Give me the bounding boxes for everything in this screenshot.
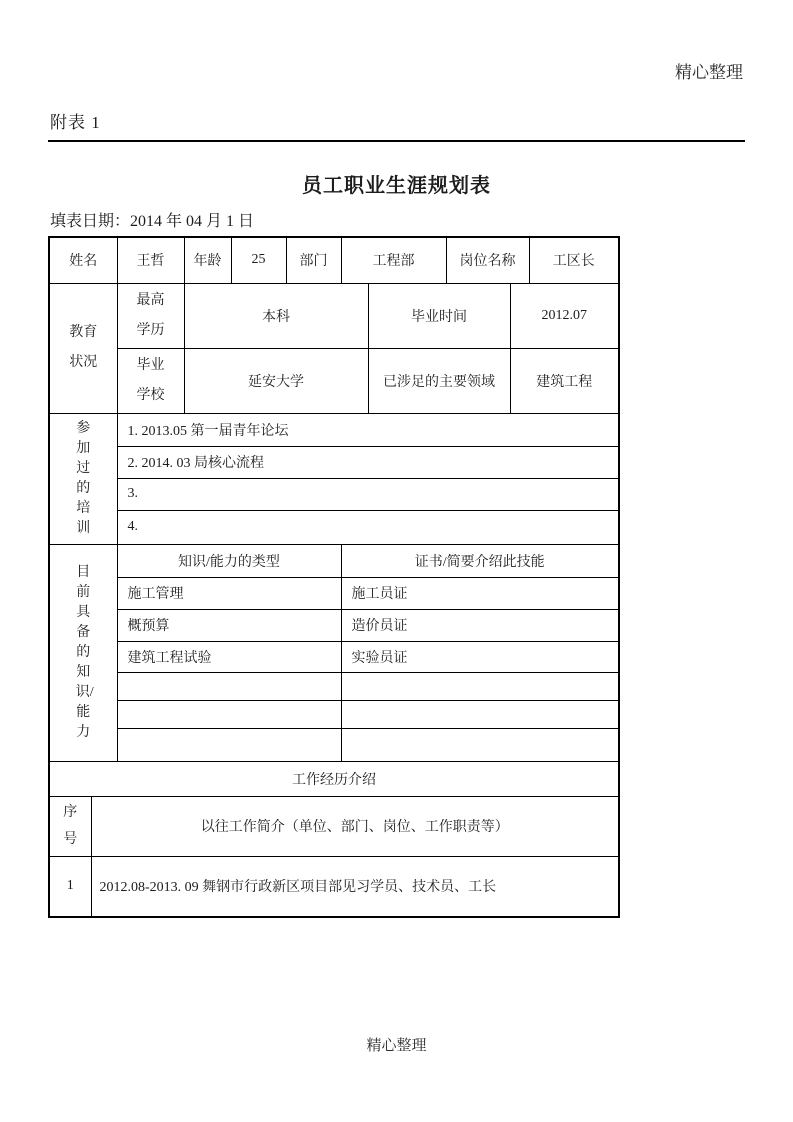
skills-row [49,700,619,728]
basic-info-row [49,237,619,283]
skills-section-label [49,544,117,761]
highest-degree-label-text: 最高学历 [136,292,165,338]
education-section-label [49,283,117,413]
skill-type-cell [117,672,341,700]
work-intro-header: 以往工作简介（单位、部门、岗位、工作职责等） [91,796,619,856]
skill-cert-cell: 造价员证 [341,609,619,641]
skills-row [49,728,619,761]
school-label [117,348,184,413]
age-value: 25 [231,237,286,283]
skill-cert-cell: 施工员证 [341,577,619,609]
training-row-1 [49,413,619,446]
skills-row [49,609,619,641]
skills-section-label-text: 目前具备的知识/能力 [75,564,94,740]
skill-cert-cell: 实验员证 [341,641,619,672]
field-label: 已涉足的主要领域 [368,348,510,413]
position-label: 岗位名称 [446,237,529,283]
appendix-label: 附表 1 [50,113,101,132]
page-title: 员工职业生涯规划表 [302,175,491,197]
skills-row [49,672,619,700]
work-row-index: 1 [49,856,91,917]
skill-cert-cell [341,700,619,728]
name-value: 王哲 [117,237,184,283]
highest-degree-label [117,283,184,348]
skill-cert-cell [341,672,619,700]
training-row-4 [49,510,619,544]
education-section-label-text: 教育状况 [69,325,98,370]
grad-time-value: 2012.07 [510,283,619,348]
skill-type-cell: 概预算 [117,609,341,641]
work-header-row [49,796,619,856]
skills-row [49,577,619,609]
skill-type-cell: 施工管理 [117,577,341,609]
work-row [49,856,619,917]
highest-degree-value: 本科 [184,283,368,348]
position-value: 工区长 [529,237,619,283]
school-value: 延安大学 [184,348,368,413]
training-item: 1. 2013.05 第一届青年论坛 [117,413,619,446]
watermark-top: 精心整理 [675,63,743,82]
grad-time-label: 毕业时间 [368,283,510,348]
skill-type-cell [117,700,341,728]
field-value: 建筑工程 [510,348,619,413]
training-section-label [49,413,117,544]
career-plan-table [48,236,620,918]
work-row-description: 2012.08-2013. 09 舞钢市行政新区项目部见习学员、技术员、工长 [91,856,619,917]
skill-cert-cell [341,728,619,761]
age-label: 年龄 [184,237,231,283]
training-row-3 [49,478,619,510]
name-label: 姓名 [49,237,117,283]
dept-label: 部门 [286,237,341,283]
work-section-title-row [49,761,619,796]
training-item: 2. 2014. 03 局核心流程 [117,446,619,478]
training-row-2 [49,446,619,478]
skill-type-cell: 建筑工程试验 [117,641,341,672]
watermark-bottom: 精心整理 [366,1037,427,1054]
form-date: 填表日期：2014 年 04 月 1 日 [50,213,255,230]
school-label-text: 毕业学校 [136,357,165,403]
work-index-label [49,796,91,856]
skill-type-header: 知识/能力的类型 [117,544,341,577]
dept-value: 工程部 [341,237,446,283]
skill-type-cell [117,728,341,761]
divider-rule [48,140,745,142]
skills-row [49,641,619,672]
work-section-title: 工作经历介绍 [49,761,619,796]
training-section-label-text: 参加过的培训 [76,420,91,536]
work-index-label-text: 序号 [63,805,78,847]
skills-header-row [49,544,619,577]
training-item: 4. [117,510,619,544]
education-row-1 [49,283,619,348]
education-row-2 [49,348,619,413]
skill-cert-header: 证书/简要介绍此技能 [341,544,619,577]
training-item: 3. [117,478,619,510]
